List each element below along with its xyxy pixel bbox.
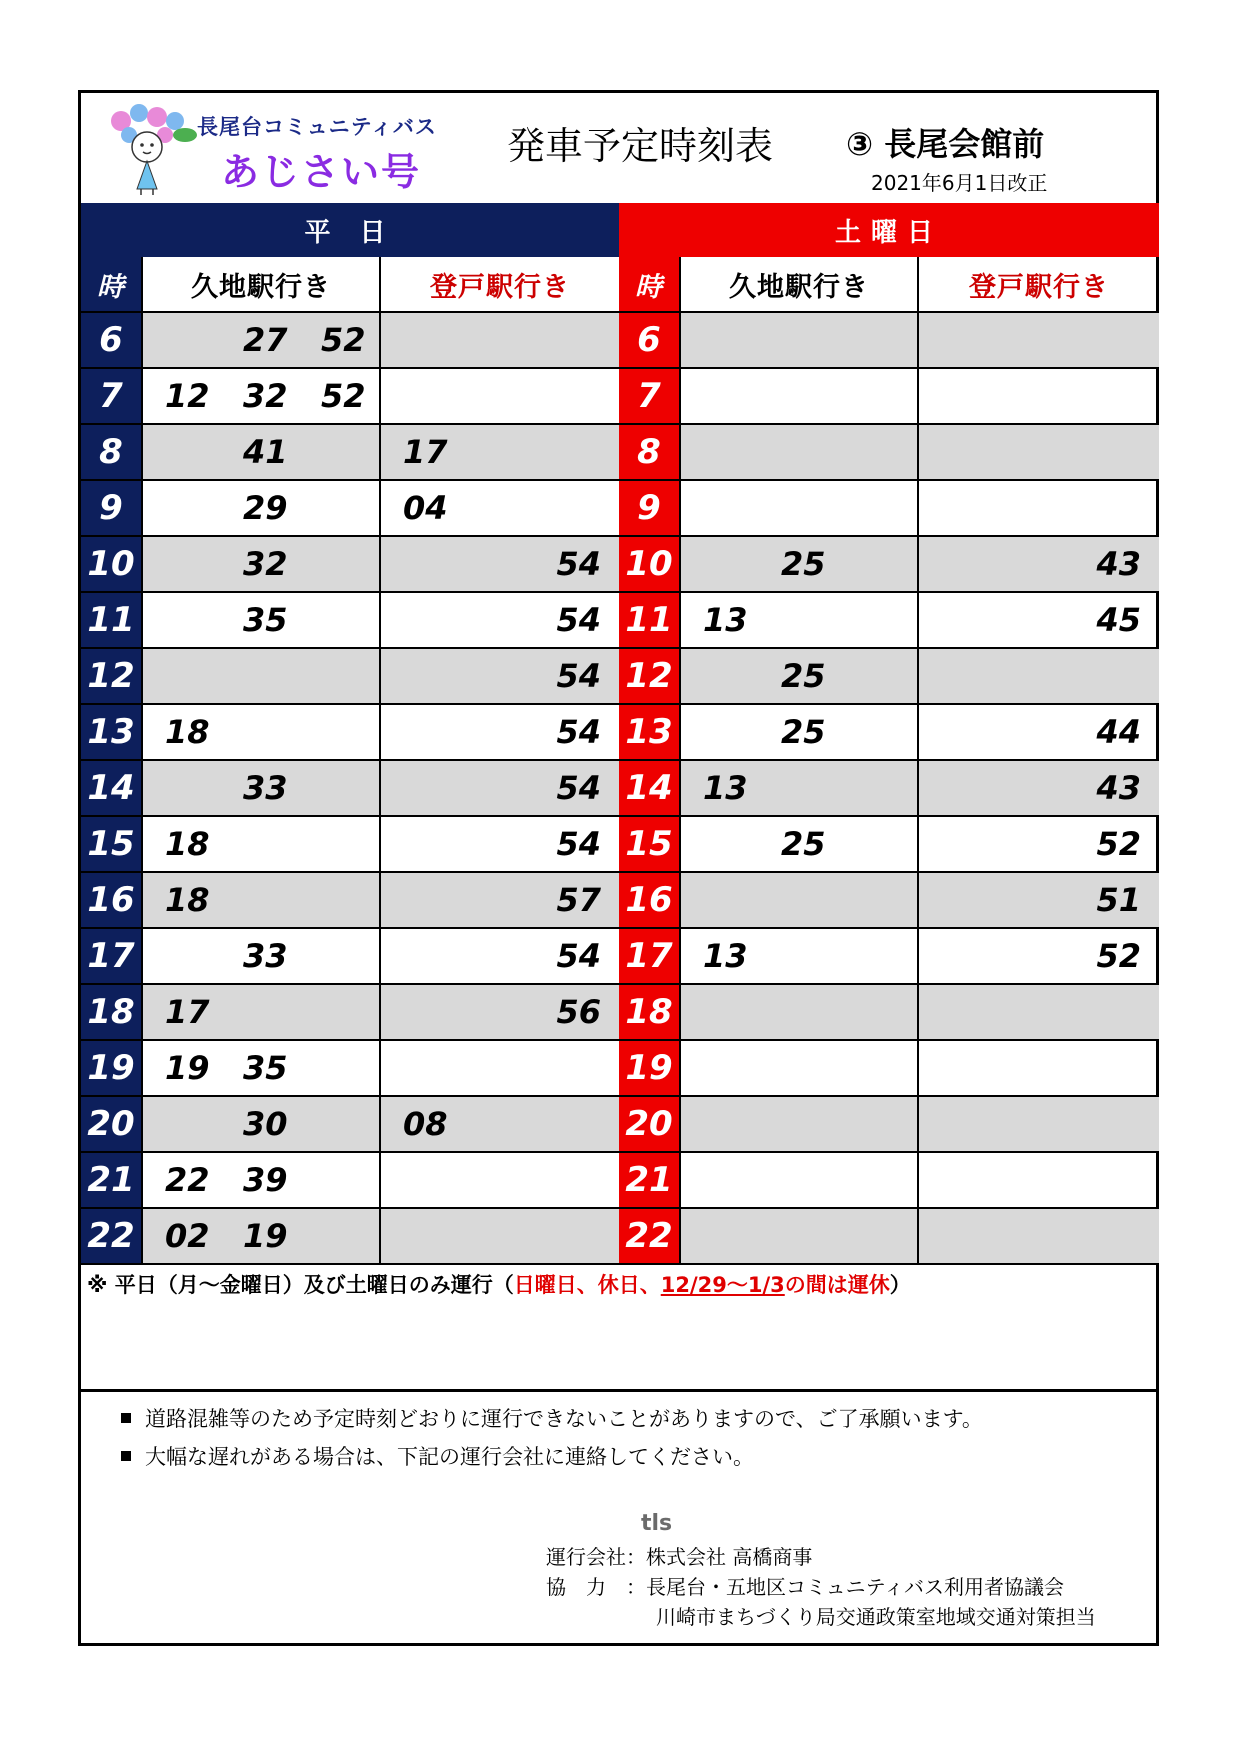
kuji-cell	[681, 1209, 919, 1263]
departure-minute: 25	[781, 545, 826, 583]
noborito-cell	[381, 537, 619, 591]
hour-cell: 18	[619, 985, 681, 1039]
noborito-cell	[381, 1209, 619, 1263]
departure-minute: 52	[1096, 825, 1141, 863]
operation-note-newyear: 12/29～1/3	[660, 1273, 785, 1297]
timetable-row	[81, 929, 619, 985]
kuji-cell	[143, 537, 381, 591]
timetable-row	[619, 705, 1159, 761]
footer-cooperation: 協 力 ：長尾台・五地区コミュニティバス利用者協議会	[546, 1575, 1064, 1599]
departure-minute: 02	[165, 1217, 210, 1255]
timetable-row	[81, 425, 619, 481]
bullet-square-icon	[121, 1451, 131, 1461]
departure-minute: 54	[556, 825, 601, 863]
divider	[81, 1389, 1156, 1392]
hour-cell: 7	[619, 369, 681, 423]
kuji-cell	[143, 593, 381, 647]
noborito-cell	[919, 369, 1159, 423]
noborito-cell	[919, 1209, 1159, 1263]
timetable-row	[81, 761, 619, 817]
departure-minute: 19	[165, 1049, 210, 1087]
kuji-cell	[143, 985, 381, 1039]
departure-minute: 04	[403, 489, 448, 527]
departure-minute: 18	[165, 825, 210, 863]
hour-cell: 7	[81, 369, 143, 423]
hour-cell: 15	[619, 817, 681, 871]
hour-cell: 8	[81, 425, 143, 479]
footer-city-office: 川崎市まちづくり局交通政策室地域交通対策担当	[656, 1605, 1096, 1629]
departure-minute: 17	[403, 433, 448, 471]
departure-minute: 27	[243, 321, 288, 359]
timetable-row	[81, 705, 619, 761]
hour-cell: 13	[81, 705, 143, 759]
hour-cell: 9	[619, 481, 681, 535]
departure-minute: 18	[165, 713, 210, 751]
weekday-label: 平 日	[81, 203, 619, 257]
noborito-cell	[919, 537, 1159, 591]
timetable-row	[81, 537, 619, 593]
kuji-cell	[681, 929, 919, 983]
departure-minute: 35	[243, 1049, 288, 1087]
hour-cell: 14	[619, 761, 681, 815]
saturday-label: 土曜日	[619, 203, 1159, 257]
noborito-cell	[381, 705, 619, 759]
header	[81, 93, 1156, 203]
hour-cell: 10	[81, 537, 143, 591]
noborito-cell	[381, 313, 619, 367]
timetable	[81, 203, 1156, 1265]
timetable-row	[619, 1041, 1159, 1097]
kuji-cell	[681, 649, 919, 703]
notice-contact	[121, 1441, 754, 1471]
noborito-cell	[919, 985, 1159, 1039]
notice-delay-text: 道路混雑等のため予定時刻どおりに運行できないことがありますので、ご了承願います。	[145, 1407, 983, 1431]
operation-note-suspended: の間は運休	[784, 1273, 890, 1297]
hour-cell: 11	[619, 593, 681, 647]
operation-note	[87, 1269, 911, 1299]
timetable-row	[619, 817, 1159, 873]
noborito-cell	[381, 1097, 619, 1151]
timetable-row	[619, 369, 1159, 425]
timetable-row	[81, 873, 619, 929]
departure-minute: 08	[403, 1105, 448, 1143]
kuji-cell	[681, 873, 919, 927]
departure-minute: 22	[165, 1161, 210, 1199]
departure-minute: 32	[243, 545, 288, 583]
brand-name: あじさい号	[221, 150, 422, 194]
timetable-row	[619, 1209, 1159, 1265]
timetable-row	[81, 593, 619, 649]
kuji-header: 久地駅行き	[143, 257, 381, 311]
hour-cell: 12	[619, 649, 681, 703]
timetable-row	[619, 425, 1159, 481]
page-title: 発車予定時刻表	[507, 124, 774, 168]
timetable-row	[619, 481, 1159, 537]
hour-header: 時	[81, 257, 143, 311]
departure-minute: 25	[781, 713, 826, 751]
notice-contact-text: 大幅な遅れがある場合は、下記の運行会社に連絡してください。	[145, 1445, 754, 1469]
kuji-cell	[143, 369, 381, 423]
hour-cell: 22	[619, 1209, 681, 1263]
kuji-cell	[681, 369, 919, 423]
departure-minute: 35	[243, 601, 288, 639]
departure-minute: 54	[556, 657, 601, 695]
hour-cell: 17	[619, 929, 681, 983]
kuji-cell	[681, 761, 919, 815]
timetable-row	[81, 1097, 619, 1153]
timetable-row	[81, 481, 619, 537]
noborito-cell	[919, 817, 1159, 871]
noborito-cell	[381, 929, 619, 983]
noborito-cell	[919, 1153, 1159, 1207]
noborito-cell	[381, 369, 619, 423]
hour-cell: 20	[619, 1097, 681, 1151]
kuji-cell	[143, 1097, 381, 1151]
departure-minute: 25	[781, 657, 826, 695]
noborito-cell	[919, 313, 1159, 367]
departure-minute: 19	[243, 1217, 288, 1255]
saturday-section	[619, 203, 1159, 1265]
hour-cell: 16	[81, 873, 143, 927]
departure-minute: 39	[243, 1161, 288, 1199]
departure-minute: 54	[556, 545, 601, 583]
departure-minute: 52	[321, 321, 366, 359]
hour-cell: 19	[619, 1041, 681, 1095]
timetable-row	[619, 537, 1159, 593]
departure-minute: 52	[321, 377, 366, 415]
kuji-cell	[143, 873, 381, 927]
timetable-row	[619, 593, 1159, 649]
kuji-cell	[681, 593, 919, 647]
hour-cell: 22	[81, 1209, 143, 1263]
timetable-row	[619, 761, 1159, 817]
kuji-header: 久地駅行き	[681, 257, 919, 311]
hour-cell: 18	[81, 985, 143, 1039]
kuji-cell	[143, 929, 381, 983]
saturday-header-row	[619, 257, 1159, 313]
noborito-cell	[381, 1041, 619, 1095]
timetable-row	[619, 649, 1159, 705]
timetable-row	[81, 649, 619, 705]
kuji-cell	[143, 705, 381, 759]
noborito-cell	[381, 873, 619, 927]
departure-minute: 57	[556, 881, 601, 919]
revision-date: 2021年6月1日改正	[871, 171, 1048, 195]
noborito-cell	[919, 649, 1159, 703]
kuji-cell	[143, 649, 381, 703]
operation-note-suffix: ）	[889, 1273, 911, 1297]
departure-minute: 12	[165, 377, 210, 415]
timetable-row	[619, 1097, 1159, 1153]
departure-minute: 25	[781, 825, 826, 863]
hour-cell: 16	[619, 873, 681, 927]
hour-cell: 17	[81, 929, 143, 983]
noborito-cell	[381, 761, 619, 815]
kuji-cell	[681, 705, 919, 759]
brand-subtitle: 長尾台コミュニティバス	[197, 115, 437, 139]
departure-minute: 33	[243, 769, 288, 807]
kuji-cell	[143, 1041, 381, 1095]
hour-cell: 6	[619, 313, 681, 367]
kuji-cell	[143, 313, 381, 367]
noborito-cell	[381, 817, 619, 871]
timetable-row	[619, 929, 1159, 985]
timetable-row	[81, 985, 619, 1041]
kuji-cell	[681, 425, 919, 479]
departure-minute: 13	[703, 769, 748, 807]
departure-minute: 54	[556, 937, 601, 975]
noborito-cell	[381, 481, 619, 535]
timetable-sheet	[78, 90, 1159, 1646]
kuji-cell	[143, 761, 381, 815]
kuji-cell	[143, 817, 381, 871]
notice-delay	[121, 1403, 983, 1433]
noborito-cell	[381, 649, 619, 703]
departure-minute: 33	[243, 937, 288, 975]
operator-logo: tls	[641, 1511, 673, 1536]
noborito-header: 登戸駅行き	[430, 271, 570, 303]
noborito-cell	[919, 929, 1159, 983]
timetable-row	[619, 873, 1159, 929]
bullet-square-icon	[121, 1413, 131, 1423]
departure-minute: 54	[556, 713, 601, 751]
departure-minute: 32	[243, 377, 288, 415]
kuji-cell	[681, 1153, 919, 1207]
timetable-row	[81, 1153, 619, 1209]
hour-cell: 11	[81, 593, 143, 647]
noborito-cell	[919, 1041, 1159, 1095]
departure-minute: 13	[703, 601, 748, 639]
weekday-header-row	[81, 257, 619, 313]
departure-minute: 41	[243, 433, 288, 471]
noborito-cell	[919, 425, 1159, 479]
kuji-cell	[681, 481, 919, 535]
hour-cell: 12	[81, 649, 143, 703]
kuji-cell	[143, 1153, 381, 1207]
timetable-row	[619, 313, 1159, 369]
hydrangea-mascot-logo	[99, 101, 199, 197]
weekday-section	[81, 203, 619, 1265]
weekday-grid	[81, 257, 619, 1265]
timetable-row	[81, 369, 619, 425]
noborito-cell	[919, 761, 1159, 815]
footer-operator: 運行会社：株式会社 高橋商事	[546, 1545, 813, 1569]
operation-note-holidays: 日曜日、休日、	[513, 1273, 661, 1297]
hour-cell: 21	[81, 1153, 143, 1207]
departure-minute: 18	[165, 881, 210, 919]
operation-note-prefix: ※ 平日（月～金曜日）及び土曜日のみ運行（	[87, 1273, 514, 1297]
hour-cell: 21	[619, 1153, 681, 1207]
noborito-cell	[381, 593, 619, 647]
departure-minute: 44	[1096, 713, 1141, 751]
hour-cell: 6	[81, 313, 143, 367]
noborito-cell	[919, 481, 1159, 535]
departure-minute: 52	[1096, 937, 1141, 975]
kuji-cell	[143, 1209, 381, 1263]
kuji-cell	[681, 817, 919, 871]
noborito-cell	[381, 1153, 619, 1207]
hour-cell: 10	[619, 537, 681, 591]
noborito-cell	[381, 985, 619, 1039]
noborito-cell	[919, 593, 1159, 647]
kuji-cell	[681, 537, 919, 591]
noborito-cell	[919, 705, 1159, 759]
departure-minute: 43	[1096, 545, 1141, 583]
kuji-cell	[681, 985, 919, 1039]
hour-cell: 20	[81, 1097, 143, 1151]
timetable-row	[81, 1041, 619, 1097]
timetable-row	[619, 985, 1159, 1041]
kuji-cell	[143, 425, 381, 479]
kuji-cell	[143, 481, 381, 535]
hour-cell: 15	[81, 817, 143, 871]
departure-minute: 43	[1096, 769, 1141, 807]
kuji-cell	[681, 313, 919, 367]
noborito-cell	[381, 425, 619, 479]
stop-name: ③ 長尾会館前	[846, 125, 1045, 163]
kuji-cell	[681, 1097, 919, 1151]
noborito-cell	[919, 1097, 1159, 1151]
hour-cell: 13	[619, 705, 681, 759]
timetable-row	[81, 313, 619, 369]
departure-minute: 13	[703, 937, 748, 975]
departure-minute: 51	[1096, 881, 1141, 919]
departure-minute: 29	[243, 489, 288, 527]
noborito-header: 登戸駅行き	[969, 271, 1109, 303]
hour-cell: 19	[81, 1041, 143, 1095]
departure-minute: 54	[556, 601, 601, 639]
timetable-row	[81, 1209, 619, 1265]
departure-minute: 56	[556, 993, 601, 1031]
departure-minute: 54	[556, 769, 601, 807]
hour-header: 時	[619, 257, 681, 311]
departure-minute: 30	[243, 1105, 288, 1143]
hour-cell: 14	[81, 761, 143, 815]
hour-cell: 8	[619, 425, 681, 479]
noborito-cell	[919, 873, 1159, 927]
timetable-row	[619, 1153, 1159, 1209]
saturday-grid	[619, 257, 1159, 1265]
departure-minute: 17	[165, 993, 210, 1031]
departure-minute: 45	[1096, 601, 1141, 639]
hour-cell: 9	[81, 481, 143, 535]
kuji-cell	[681, 1041, 919, 1095]
timetable-row	[81, 817, 619, 873]
